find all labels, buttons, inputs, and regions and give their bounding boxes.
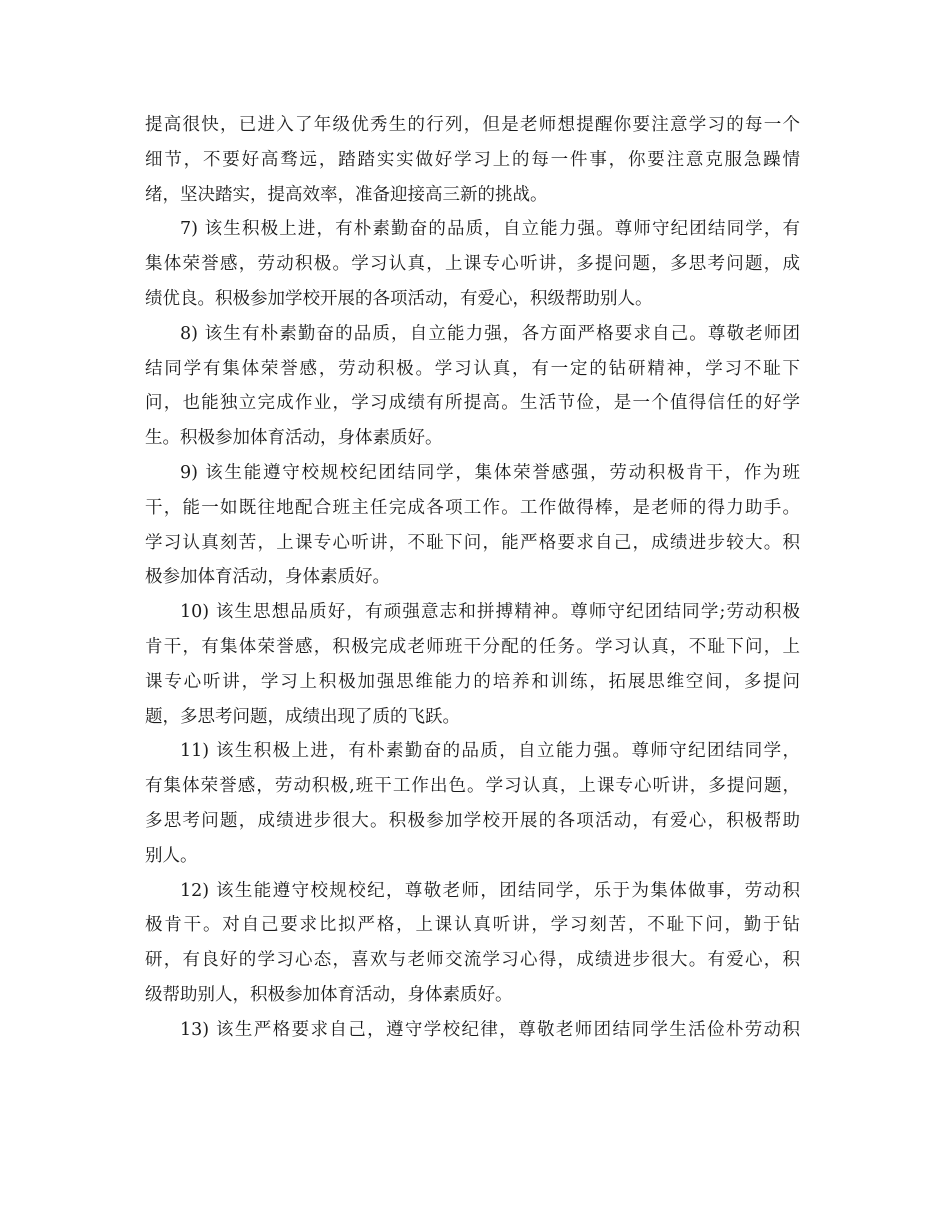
text-line: 肯干，有集体荣誉感，积极完成老师班干分配的任务。学习认真，不耻下问，上 bbox=[145, 636, 800, 657]
text-line: 绪，坚决踏实，提高效率，准备迎接高三新的挑战。 bbox=[145, 184, 548, 205]
text-line: 学习认真刻苦，上课专心听讲，不耻下问，能严格要求自己，成绩进步较大。积 bbox=[145, 532, 800, 553]
text-line: 绩优良。积极参加学校开展的各项活动，有爱心，积级帮助别人。 bbox=[145, 288, 653, 309]
text-line: 12) 该生能遵守校规校纪，尊敬老师，团结同学，乐于为集体做事，劳动积 bbox=[180, 880, 800, 901]
text-line: 10) 该生思想品质好，有顽强意志和拼搏精神。尊师守纪团结同学;劳动积极 bbox=[180, 602, 800, 623]
text-line: 提高很快，已进入了年级优秀生的行列，但是老师想提醒你要注意学习的每一个 bbox=[145, 115, 800, 135]
text-line: 细节，不要好高骛远，踏踏实实做好学习上的每一件事，你要注意克服急躁情 bbox=[145, 149, 800, 170]
text-line: 8) 该生有朴素勤奋的品质，自立能力强，各方面严格要求自己。尊敬老师团 bbox=[180, 323, 800, 344]
text-line: 生。积极参加体育活动，身体素质好。 bbox=[145, 428, 443, 449]
text-line: 极肯干。对自己要求比拟严格，上课认真听讲，学习刻苦，不耻下问，勤于钻 bbox=[145, 915, 800, 936]
text-line: 级帮助别人，积极参加体育活动，身体素质好。 bbox=[145, 984, 513, 1005]
text-line: 7) 该生积极上进，有朴素勤奋的品质，自立能力强。尊师守纪团结同学，有 bbox=[180, 219, 800, 240]
text-line: 极参加体育活动，身体素质好。 bbox=[145, 567, 390, 588]
text-line: 干，能一如既往地配合班主任完成各项工作。工作做得棒，是老师的得力助手。 bbox=[145, 497, 800, 518]
text-line: 集体荣誉感，劳动积极。学习认真，上课专心听讲，多提问题，多思考问题，成 bbox=[145, 254, 800, 275]
text-line: 研，有良好的学习心态，喜欢与老师交流学习心得，成绩进步很大。有爱心，积 bbox=[145, 950, 800, 971]
text-line: 有集体荣誉感，劳动积极,班干工作出色。学习认真，上课专心听讲，多提问题， bbox=[145, 776, 800, 797]
document-body-text bbox=[145, 108, 805, 1048]
text-line: 结同学有集体荣誉感，劳动积极。学习认真，有一定的钻研精神，学习不耻下 bbox=[145, 358, 800, 379]
text-line: 9) 该生能遵守校规校纪团结同学，集体荣誉感强，劳动积极肯干，作为班 bbox=[180, 462, 800, 483]
text-line: 多思考问题，成绩进步很大。积极参加学校开展的各项活动，有爱心，积极帮助 bbox=[145, 810, 800, 831]
text-line: 课专心听讲，学习上积极加强思维能力的培养和训练，拓展思维空间，多提问 bbox=[145, 671, 800, 692]
text-line: 13) 该生严格要求自己，遵守学校纪律，尊敬老师团结同学生活俭朴劳动积 bbox=[180, 1019, 800, 1040]
text-line: 问，也能独立完成作业，学习成绩有所提高。生活节俭，是一个值得信任的好学 bbox=[145, 393, 800, 414]
text-line: 别人。 bbox=[145, 845, 198, 866]
text-line: 11) 该生积极上进，有朴素勤奋的品质，自立能力强。尊师守纪团结同学， bbox=[180, 741, 800, 762]
text-line: 题，多思考问题，成绩出现了质的飞跃。 bbox=[145, 706, 460, 727]
